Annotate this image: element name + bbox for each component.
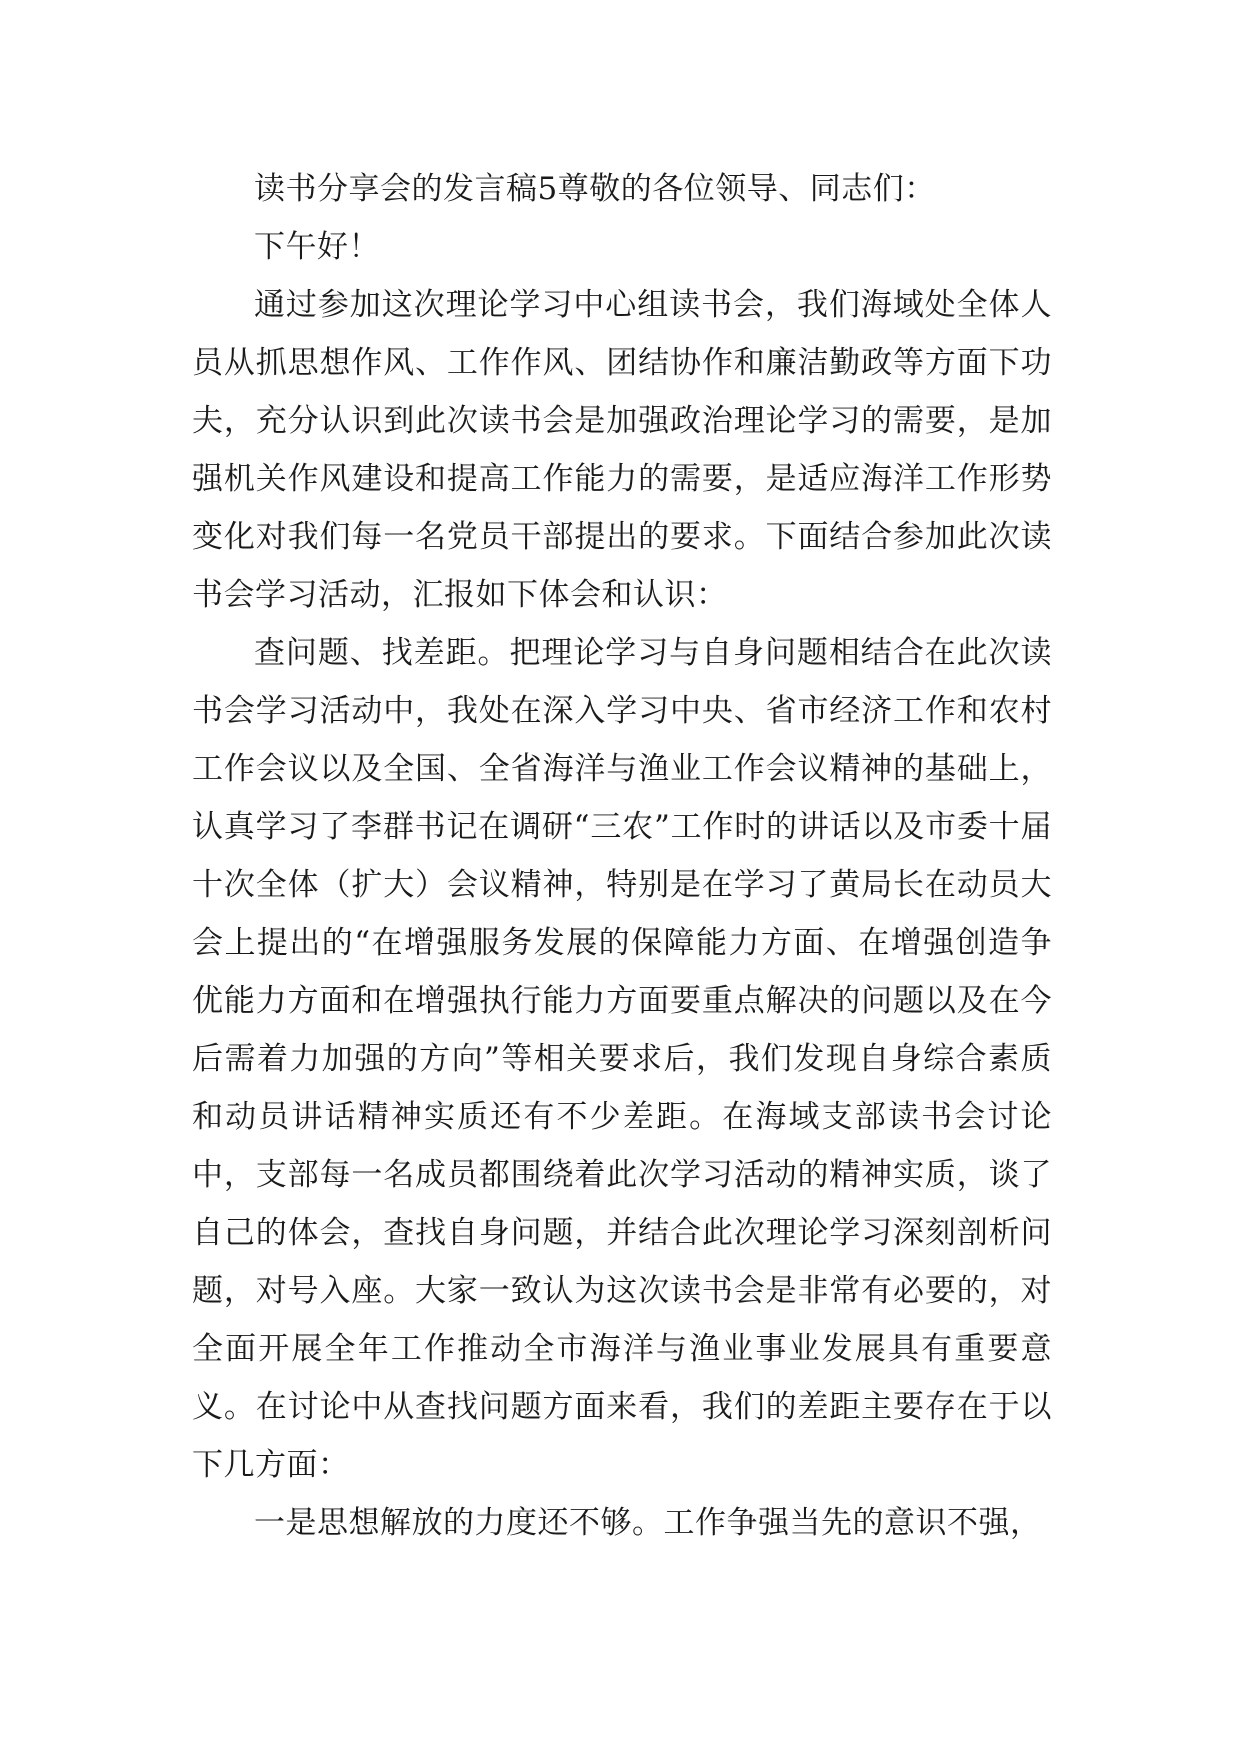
body-paragraph: 查问题、找差距。把理论学习与自身问题相结合在此次读书会学习活动中，我处在深入学习中央、省市经济工作和农村工作会议以及全国、全省海洋与渔业工作会议精神的基础上，认真学习了李群书记在调研“三农”工作时的讲话以及市委十届十次全体（扩大）会议精神，特别是在学习了黄局长在动员大会上提出的“在增强服务发展的保障能力方面、在增强创造争优能力方面和在增强执行能力方面要重点解决的问题以及在今后需着力加强的方向”等相关要求后，我们发现自身综合素质和动员讲话精神实质还有不少差距。在海域支部读书会讨论中，支部每一名成员都围绕着此次学习活动的精神实质，谈了自己的体会，查找自身问题，并结合此次理论学习深刻剖析问题，对号入座。大家一致认为这次读书会是非常有必要的，对全面开展全年工作推动全市海洋与渔业事业发展具有重要意义。在讨论中从查找问题方面来看，我们的差距主要存在于以下几方面：: [192, 635, 1052, 1483]
intro-paragraph: 通过参加这次理论学习中心组读书会，我们海域处全体人员从抓思想作风、工作作风、团结协作和廉洁勤政等方面下功夫，充分认识到此次读书会是加强政治理论学习的需要，是加强机关作风建设和提高工作能力的需要，是适应海洋工作形势变化对我们每一名党员干部提出的要求。下面结合参加此次读书会学习活动，汇报如下体会和认识：: [192, 287, 1052, 613]
greeting-paragraph: 下午好！: [254, 229, 380, 265]
point-one-paragraph: 一是思想解放的力度还不够。工作争强当先的意识不强，: [254, 1505, 1042, 1541]
speech-title-paragraph: 读书分享会的发言稿5尊敬的各位领导、同志们：: [254, 171, 936, 207]
document-body: [192, 160, 1052, 1552]
